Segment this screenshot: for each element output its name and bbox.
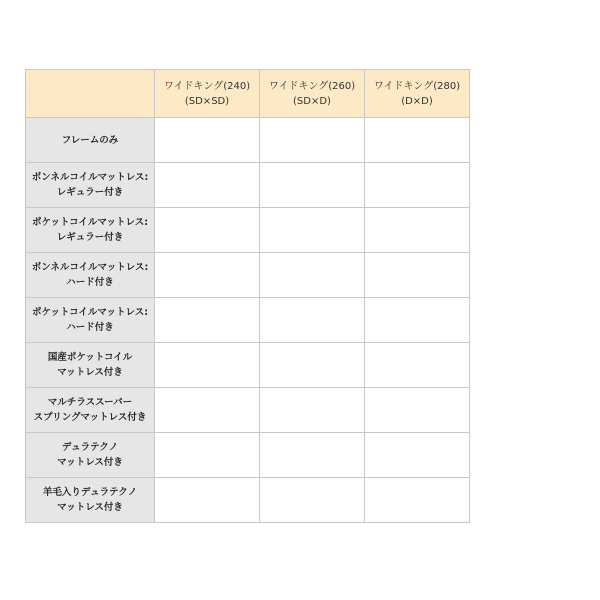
table-row <box>26 298 470 343</box>
table-row <box>26 208 470 253</box>
table-row <box>26 478 470 523</box>
row-header-line: ハード付き <box>66 322 114 333</box>
row-header-pocket-hard <box>26 298 155 343</box>
table-cell <box>155 163 260 208</box>
table-cell <box>260 433 365 478</box>
row-header-domestic-pocket <box>26 343 155 388</box>
table-cell <box>155 388 260 433</box>
table-cell <box>155 253 260 298</box>
size-comparison-table-wrapper <box>25 69 470 523</box>
table-cell <box>365 478 470 523</box>
row-header-line: デュラテクノ <box>61 442 119 453</box>
table-cell <box>365 253 470 298</box>
table-cell <box>155 298 260 343</box>
table-row <box>26 163 470 208</box>
column-header-composition: (D×D) <box>401 95 433 107</box>
column-header-wide-king-240 <box>155 70 260 118</box>
column-header-size: ワイドキング(240) <box>163 80 251 92</box>
table-row <box>26 343 470 388</box>
table-cell <box>365 298 470 343</box>
row-header-frame-only <box>26 118 155 163</box>
table-cell <box>260 343 365 388</box>
row-header-line: マルチラススーパー <box>47 397 133 408</box>
table-cell <box>365 343 470 388</box>
row-header-line: ボンネルコイルマットレス: <box>31 262 149 273</box>
row-header-line: ボンネルコイルマットレス: <box>31 172 149 183</box>
table-cell <box>260 163 365 208</box>
table-row <box>26 388 470 433</box>
row-header-line: レギュラー付き <box>56 187 124 198</box>
table-cell <box>260 253 365 298</box>
table-cell <box>155 343 260 388</box>
table-row <box>26 433 470 478</box>
row-header-line: マットレス付き <box>57 367 123 378</box>
table-cell <box>365 118 470 163</box>
column-header-composition: (SD×SD) <box>184 95 230 107</box>
row-header-multi-lath-super-spring <box>26 388 155 433</box>
column-header-composition: (SD×D) <box>293 95 331 107</box>
row-header-line: マットレス付き <box>57 502 123 513</box>
size-comparison-table <box>25 69 470 523</box>
table-header-row <box>26 70 470 118</box>
row-header-line: 羊毛入りデュラテクノ <box>42 487 138 498</box>
table-cell <box>260 388 365 433</box>
column-header-size: ワイドキング(260) <box>268 80 356 92</box>
column-header-wide-king-260 <box>260 70 365 118</box>
table-cell <box>155 118 260 163</box>
row-header-bonnell-regular <box>26 163 155 208</box>
table-corner-cell <box>26 70 155 118</box>
table-cell <box>365 163 470 208</box>
row-header-dura-techno <box>26 433 155 478</box>
row-header-bonnell-hard <box>26 253 155 298</box>
row-header-line: ハード付き <box>66 277 114 288</box>
row-header-pocket-regular <box>26 208 155 253</box>
table-cell <box>260 478 365 523</box>
table-cell <box>365 388 470 433</box>
column-header-size: ワイドキング(280) <box>373 80 461 92</box>
table-row <box>26 253 470 298</box>
row-header-line: フレームのみ <box>61 134 119 146</box>
table-cell <box>365 433 470 478</box>
row-header-line: スプリングマットレス付き <box>33 412 147 423</box>
table-cell <box>260 208 365 253</box>
table-row <box>26 118 470 163</box>
row-header-line: ポケットコイルマットレス: <box>32 217 148 228</box>
table-cell <box>155 433 260 478</box>
row-header-wool-dura-techno <box>26 478 155 523</box>
column-header-wide-king-280 <box>365 70 470 118</box>
row-header-line: ポケットコイルマットレス: <box>32 307 148 318</box>
row-header-line: 国産ポケットコイル <box>47 352 133 363</box>
table-cell <box>155 208 260 253</box>
table-cell <box>155 478 260 523</box>
table-cell <box>365 208 470 253</box>
table-cell <box>260 298 365 343</box>
table-cell <box>260 118 365 163</box>
row-header-line: レギュラー付き <box>56 232 124 243</box>
row-header-line: マットレス付き <box>57 457 123 468</box>
